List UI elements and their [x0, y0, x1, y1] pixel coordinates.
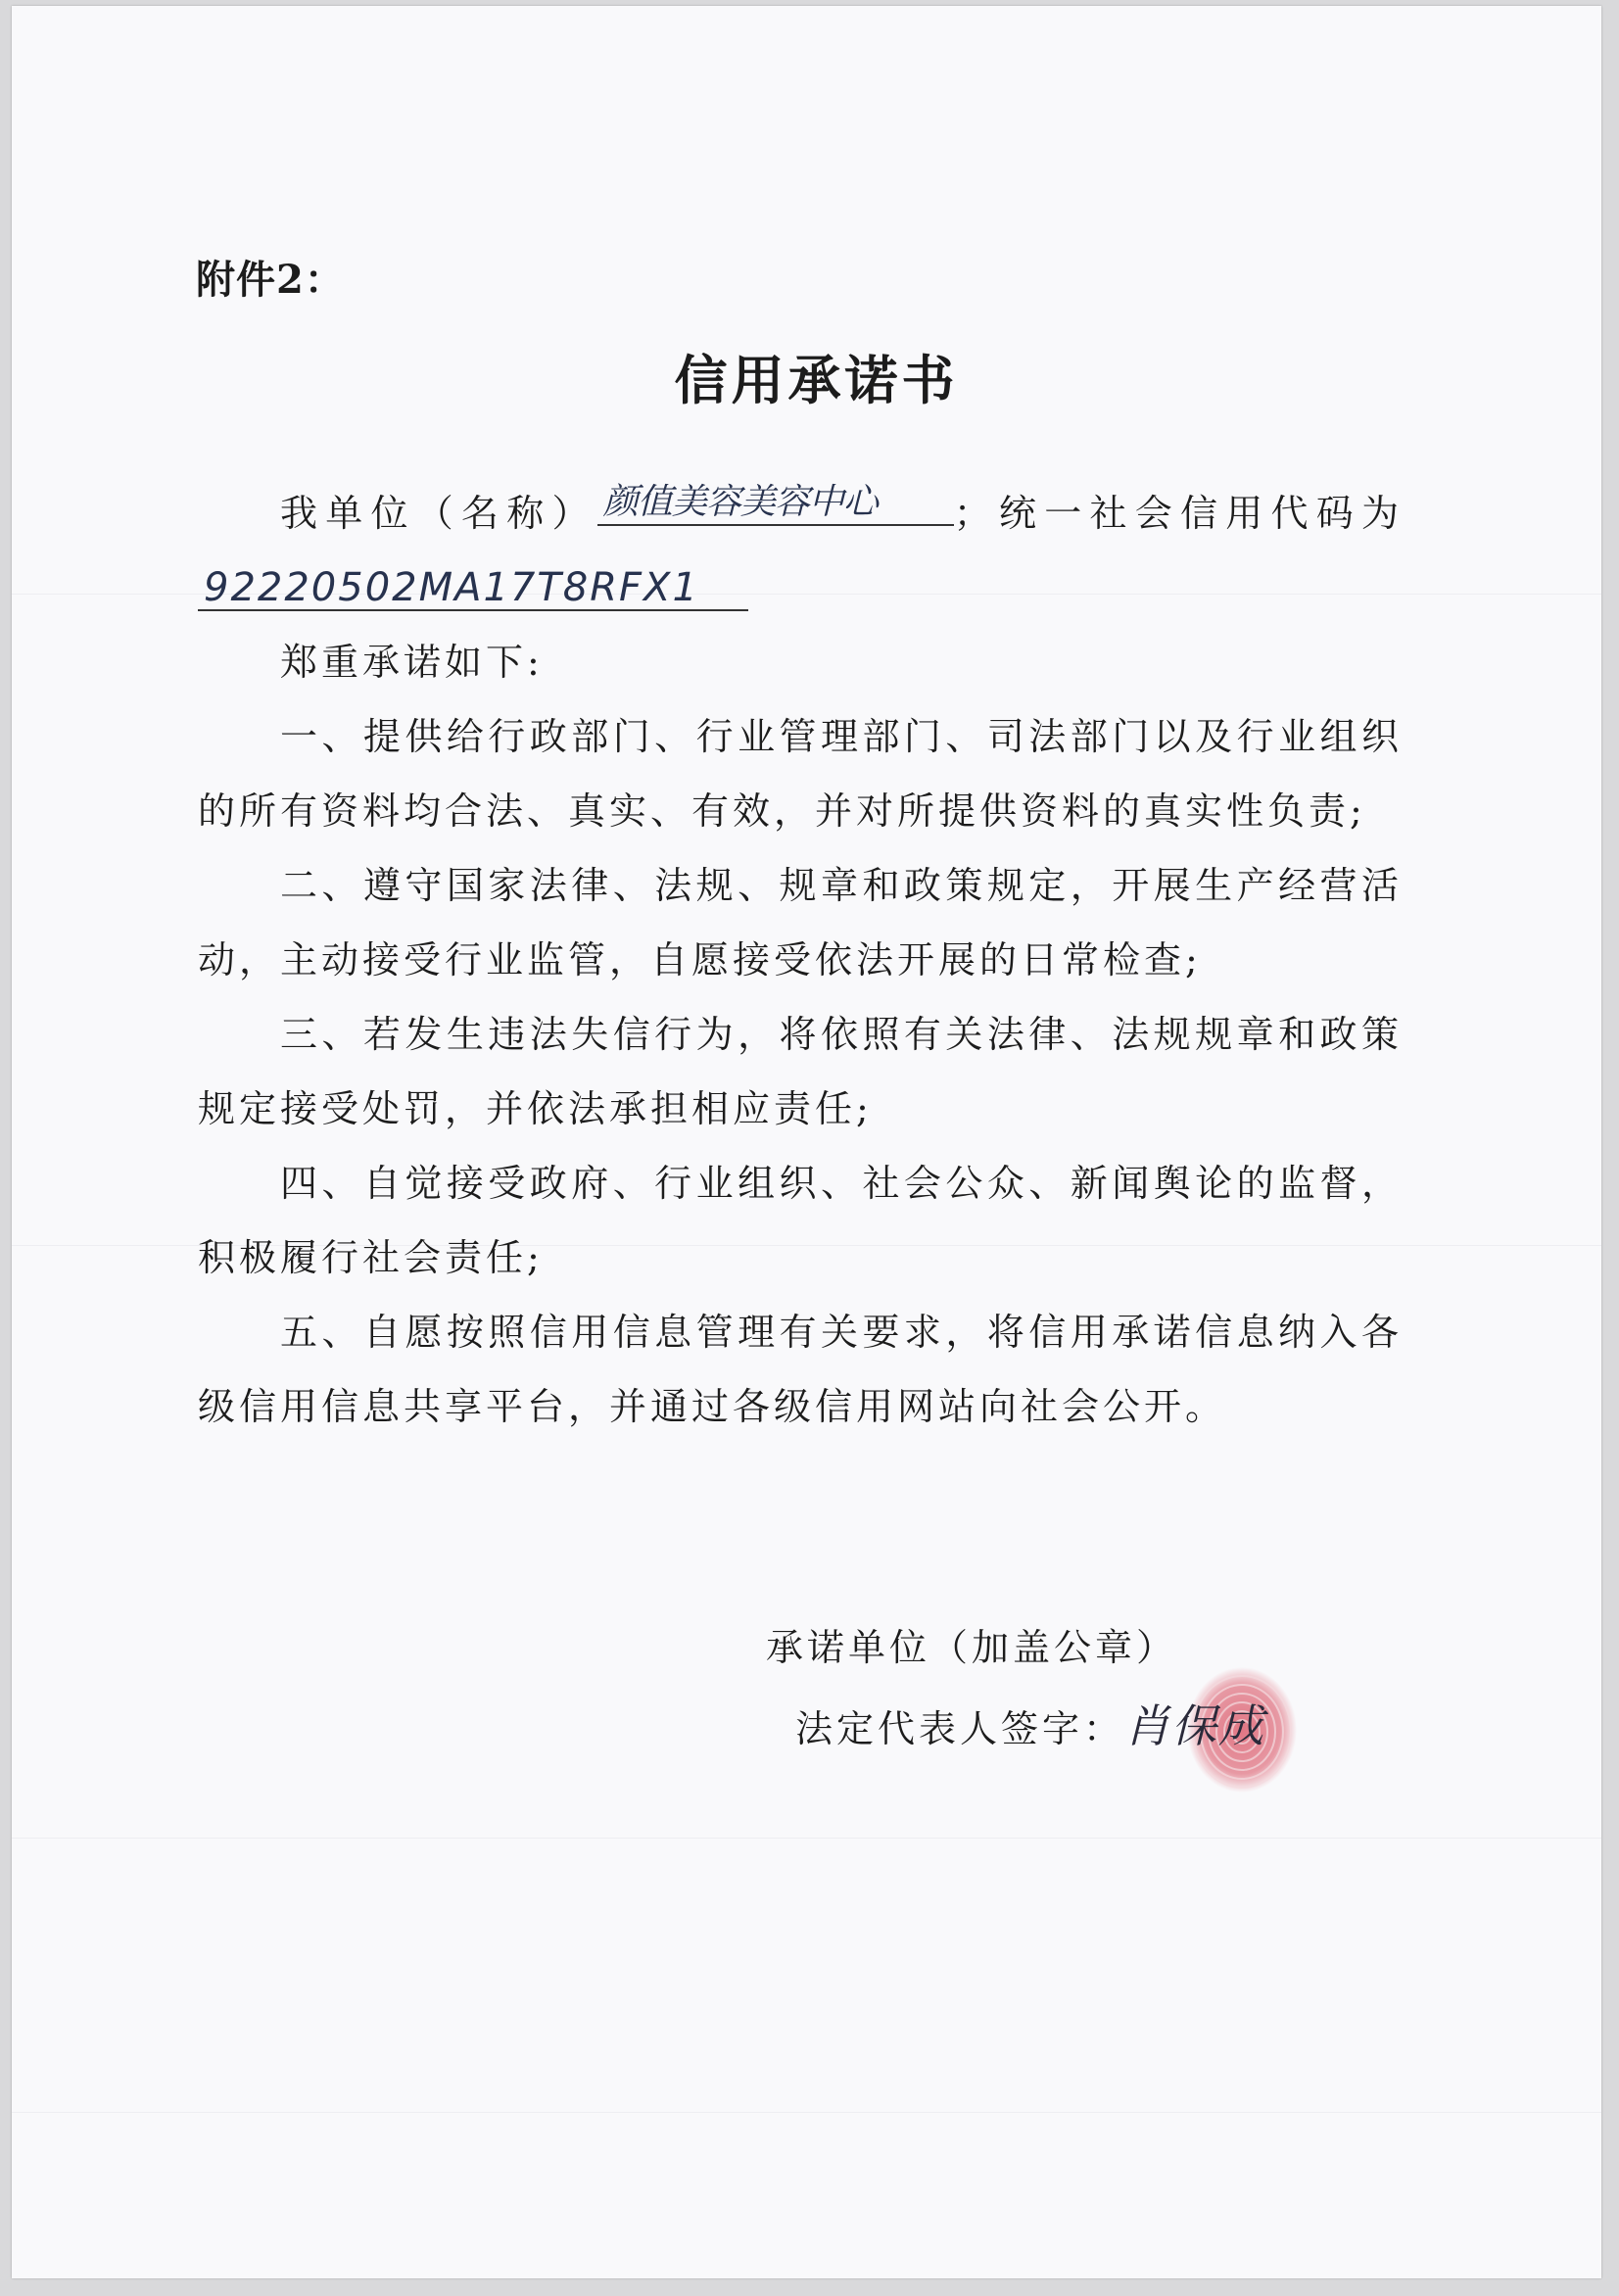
intro-paragraph [198, 476, 1403, 625]
document-page [12, 6, 1601, 2278]
document-title: 信用承诺书 [674, 349, 959, 411]
promising-unit-label: 承诺单位（加盖公章） [766, 1626, 1178, 1669]
pledge-intro: 郑重承诺如下: [280, 641, 544, 684]
pledge-item-1: 一、提供给行政部门、行业管理部门、司法部门以及行业组织的所有资料均合法、真实、有效，并对所提供资料的真实性负责; [198, 715, 1403, 833]
pledge-item-3: 三、若发生违法失信行为，将依照有关法律、法规规章和政策规定接受处罚，并依法承担相应责任; [198, 1013, 1403, 1130]
handwritten-credit-code: 92220502MA17T8RFX1 [198, 566, 748, 611]
pledge-item-4: 四、自觉接受政府、行业组织、社会公众、新闻舆论的监督，积极履行社会责任; [198, 1162, 1403, 1279]
scan-artifact-line [12, 1838, 1601, 1839]
handwritten-company-name: 颜值美容美容中心 [597, 481, 954, 526]
pledge-item-2: 二、遵守国家法律、法规、规章和政策规定，开展生产经营活动，主动接受行业监管，自愿接受依法开展的日常检查; [198, 864, 1403, 981]
intro-mid: ；统一社会信用代码为 [953, 492, 1403, 535]
attachment-label: 附件2： [196, 257, 345, 303]
handwritten-signature: 肖保成 [1124, 1699, 1266, 1752]
scan-artifact-line [12, 2112, 1601, 2113]
pledge-item-5: 五、自愿按照信用信息管理有关要求，将信用承诺信息纳入各级信用信息共享平台，并通过各级信用网站向社会公开。 [198, 1311, 1403, 1428]
legal-rep-label: 法定代表人签字： [795, 1707, 1125, 1750]
document-body [198, 476, 1403, 1444]
intro-prefix: 我单位（名称） [280, 492, 597, 535]
